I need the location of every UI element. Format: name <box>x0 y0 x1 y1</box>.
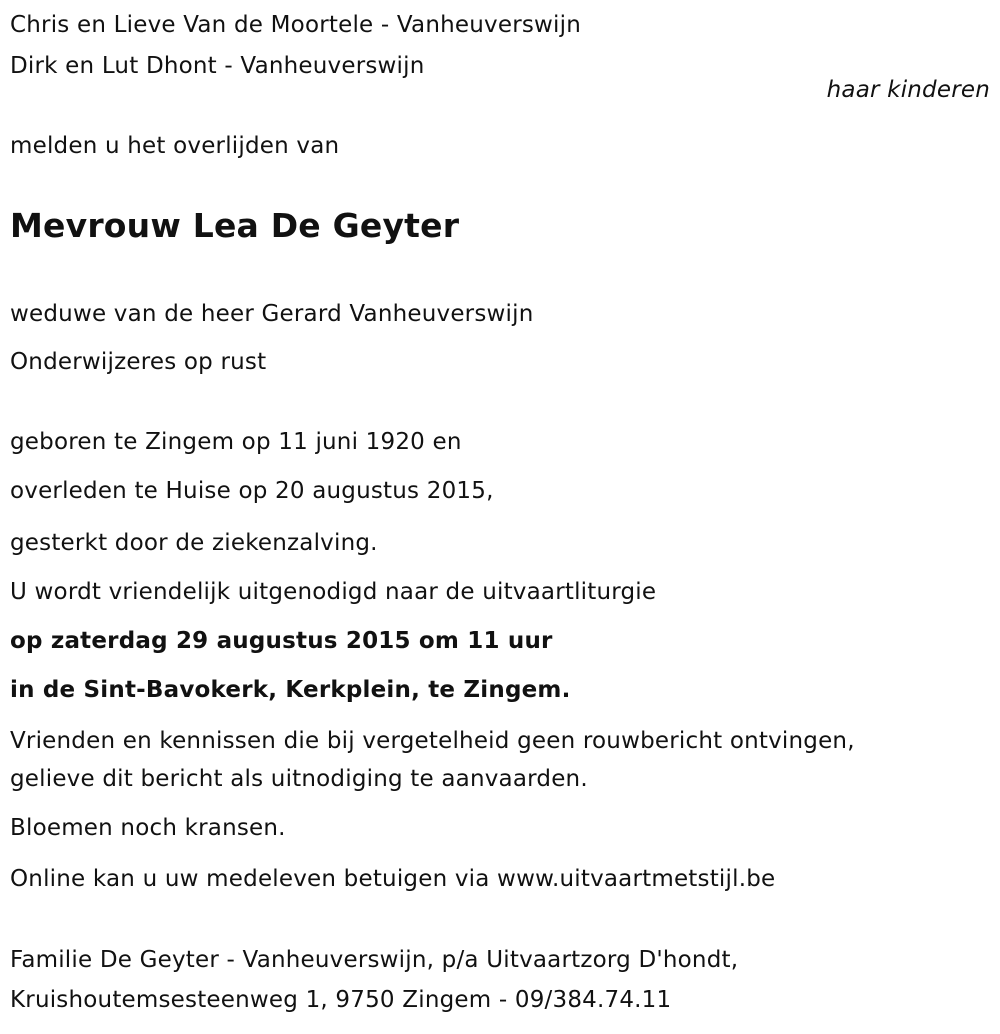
online-condolences: Online kan u uw medeleven betuigen via www.uitvaartmetstijl.be <box>10 866 776 892</box>
children-role: haar kinderen <box>826 77 990 103</box>
died: overleden te Huise op 20 augustus 2015, <box>10 478 494 504</box>
widow-of: weduwe van de heer Gerard Vanheuverswijn <box>10 301 534 327</box>
announcement: melden u het overlijden van <box>10 133 340 159</box>
child-line-2: Dirk en Lut Dhont - Vanheuverswijn <box>10 53 425 79</box>
service-place: in de Sint-Bavokerk, Kerkplein, te Zingem. <box>10 677 571 703</box>
flowers-note: Bloemen noch kransen. <box>10 815 286 841</box>
child-line-1: Chris en Lieve Van de Moortele - Vanheuverswijn <box>10 12 582 38</box>
contact-line-2: Kruishoutemsesteenweg 1, 9750 Zingem - 09/384.74.11 <box>10 987 672 1013</box>
profession: Onderwijzeres op rust <box>10 349 267 375</box>
contact-line-1: Familie De Geyter - Vanheuverswijn, p/a Uitvaartzorg D'hondt, <box>10 947 739 973</box>
born: geboren te Zingem op 11 juni 1920 en <box>10 429 462 455</box>
friends-line-1: Vrienden en kennissen die bij vergetelheid geen rouwbericht ontvingen, <box>10 728 855 754</box>
invitation: U wordt vriendelijk uitgenodigd naar de uitvaartliturgie <box>10 579 657 605</box>
friends-line-2: gelieve dit bericht als uitnodiging te aanvaarden. <box>10 766 588 792</box>
service-date: op zaterdag 29 augustus 2015 om 11 uur <box>10 628 553 654</box>
sacrament: gesterkt door de ziekenzalving. <box>10 530 378 556</box>
deceased-name: Mevrouw Lea De Geyter <box>10 206 460 245</box>
